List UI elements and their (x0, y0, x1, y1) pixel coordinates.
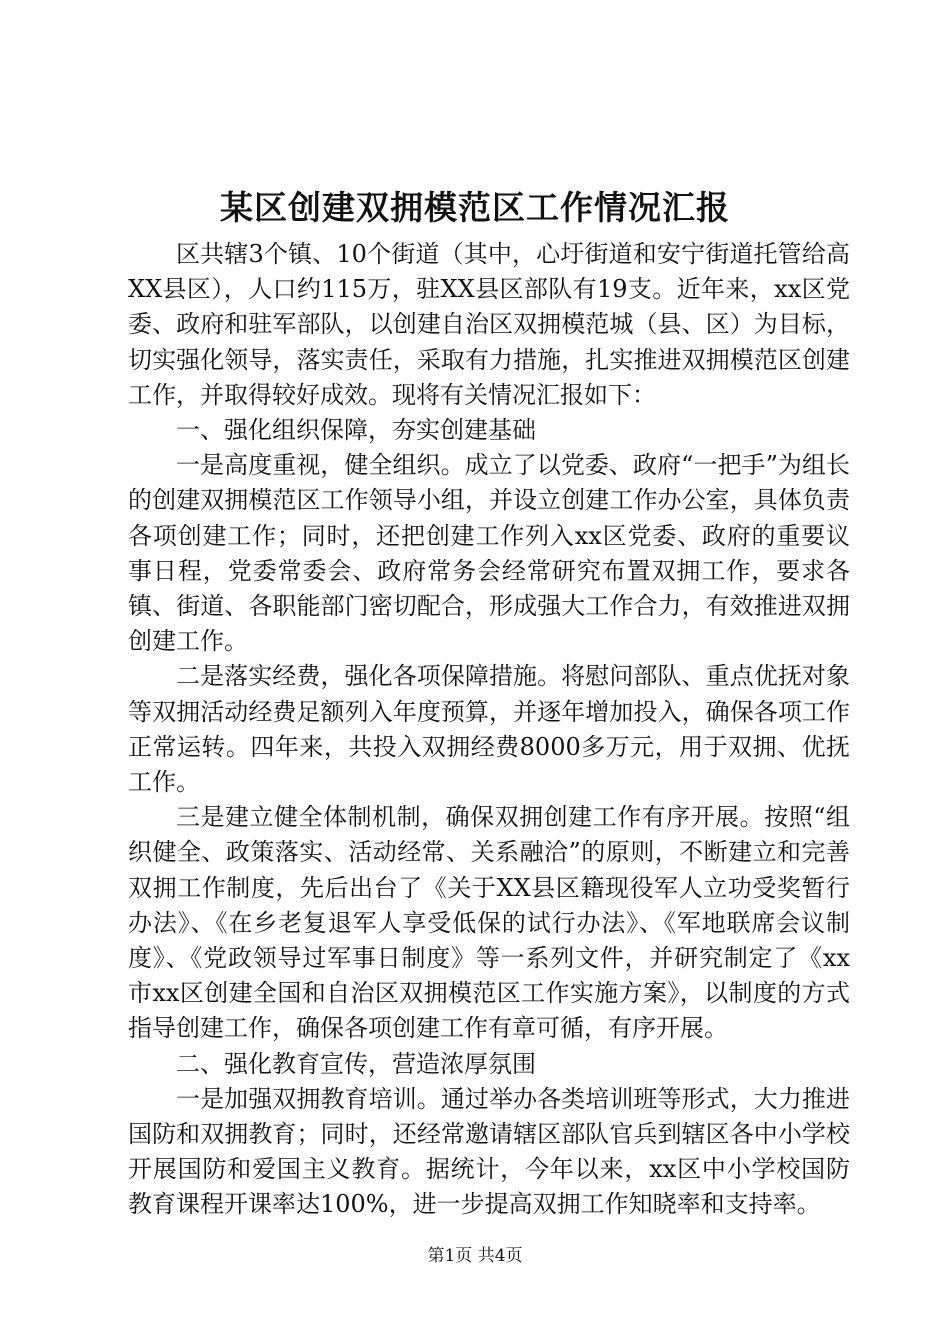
body-paragraph: 二是落实经费，强化各项保障措施。将慰问部队、重点优抚对象等双拥活动经费足额列入年度预算，并逐年增加投入，确保各项工作正常运转。四年来，共投入双拥经费8000多万元，用于双拥、优抚工作。 (128, 662, 850, 797)
section-heading-2: 二、强化教育宣传，营造浓厚氛围 (176, 1049, 536, 1078)
page-footer: 第1页 共4页 (427, 1246, 523, 1266)
document-title: 某区创建双拥模范区工作情况汇报 (220, 188, 730, 227)
body-paragraph: 一是加强双拥教育培训。通过举办各类培训班等形式，大力推进国防和双拥教育；同时，还经常邀请辖区部队官兵到辖区各中小学校开展国防和爱国主义教育。据统计，今年以来，xx区中小学校国防教育课程开课率达100%，进一步提高双拥工作知晓率和支持率。 (128, 1084, 850, 1219)
section-heading-1: 一、强化组织保障，夯实创建基础 (176, 416, 536, 445)
body-paragraph: 三是建立健全体制机制，确保双拥创建工作有序开展。按照“组织健全、政策落实、活动经常、关系融洽”的原则，不断建立和完善双拥工作制度，先后出台了《关于XX县区籍现役军人立功受奖暂行办法》、《在乡老复退军人享受低保的试行办法》、《军地联席会议制度》、《党政领导过军事日制度》等一系列文件，并研究制定了《xx市xx区创建全国和自治区双拥模范区工作实施方案》，以制度的方式指导创建工作，确保各项创建工作有章可循，有序开展。 (128, 803, 850, 1043)
intro-paragraph: 区共辖3个镇、10个街道（其中，心圩街道和安宁街道托管给高XX县区），人口约115万，驻XX县区部队有19支。近年来，xx区党委、政府和驻军部队，以创建自治区双拥模范城（县、区）为目标，切实强化领导，落实责任，采取有力措施，扎实推进双拥模范区创建工作，并取得较好成效。现将有关情况汇报如下： (128, 240, 850, 409)
body-paragraph: 一是高度重视，健全组织。成立了以党委、政府“一把手”为组长的创建双拥模范区工作领导小组，并设立创建工作办公室，具体负责各项创建工作；同时，还把创建工作列入xx区党委、政府的重要议事日程，党委常委会、政府常务会经常研究布置双拥工作，要求各镇、街道、各职能部门密切配合，形成强大工作合力，有效推进双拥创建工作。 (128, 451, 850, 656)
document-body (128, 237, 850, 1223)
